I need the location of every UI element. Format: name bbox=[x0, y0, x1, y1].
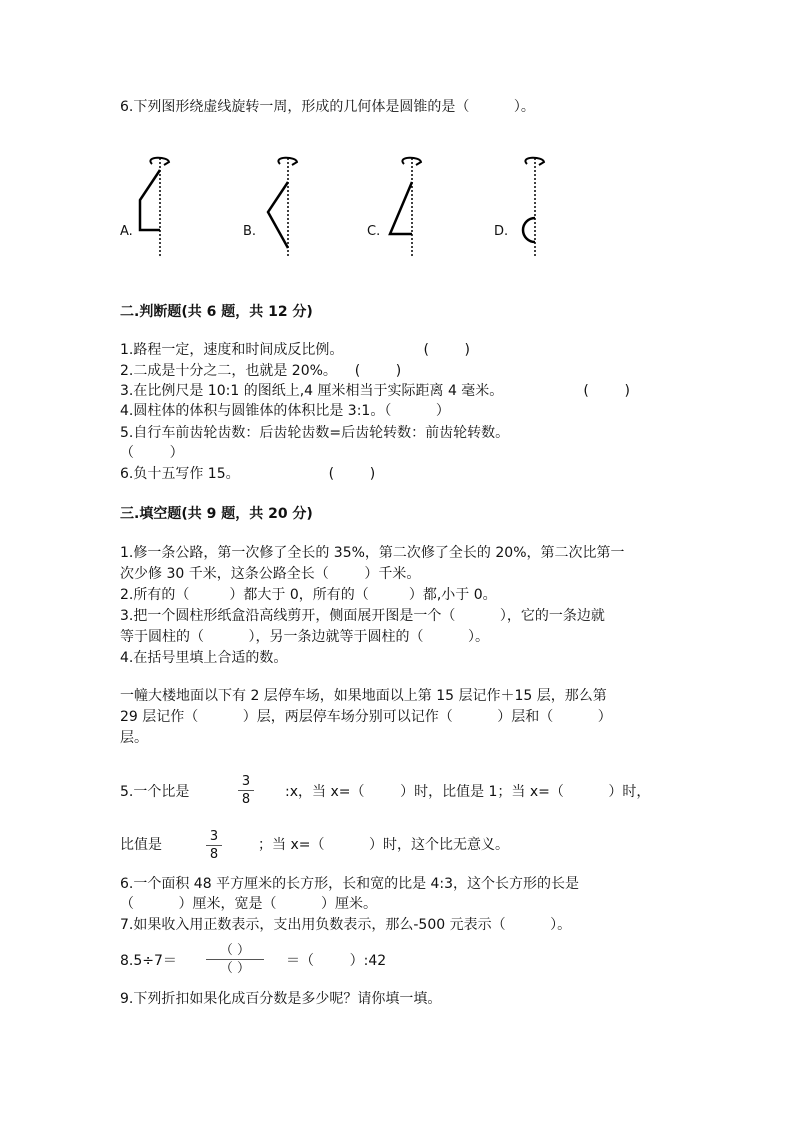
fraction-numerator: 3 bbox=[209, 829, 219, 844]
fill-q3-line1: 3.把一个圆柱形纸盒沿高线剪开，侧面展开图是一个（ ），它的一条边就 bbox=[120, 608, 605, 624]
fill-q5b-prefix: 比值是 bbox=[120, 837, 162, 853]
fraction-denominator: 8 bbox=[241, 792, 251, 807]
judge-item-6: 6.负十五写作 15。 ( ) bbox=[120, 466, 376, 482]
fill-q2: 2.所有的（ ）都大于 0，所有的（ ）都,小于 0。 bbox=[120, 587, 497, 603]
fill-q5-rest: :x，当 x=（ ）时，比值是 1；当 x=（ ）时， bbox=[285, 784, 651, 800]
option-b-label: B. bbox=[243, 224, 257, 239]
judge-item-4: 4.圆柱体的体积与圆锥体的体积比是 3:1。（ ） bbox=[120, 403, 450, 419]
question-6-choice: 6.下列图形绕虚线旋转一周，形成的几何体是圆锥的是（ ）。 bbox=[120, 99, 535, 115]
judge-item-5: 5.自行车前齿轮齿数：后齿轮齿数=后齿轮转数：前齿轮转数。 bbox=[120, 425, 510, 441]
fraction-bar bbox=[206, 959, 264, 960]
fill-q4: 4.在括号里填上合适的数。 bbox=[120, 650, 288, 666]
judge-item-2: 2.二成是十分之二，也就是 20%。 ( ) bbox=[120, 363, 402, 379]
fill-q9: 9.下列折扣如果化成百分数是多少呢？请你填一填。 bbox=[120, 991, 442, 1007]
judge-item-1: 1.路程一定，速度和时间成反比例。 ( ) bbox=[120, 342, 470, 358]
fill-q1-line1: 1.修一条公路，第一次修了全长的 35%，第二次修了全长的 20%，第二次比第一 bbox=[120, 545, 625, 561]
option-d-label: D. bbox=[494, 224, 509, 239]
fill-q4-body-line3: 层。 bbox=[120, 730, 148, 746]
judge-item-5-answer: （ ） bbox=[120, 445, 184, 461]
fill-q7: 7.如果收入用正数表示，支出用负数表示，那么-500 元表示（ ）。 bbox=[120, 917, 572, 933]
option-a-label: A. bbox=[120, 224, 133, 239]
fraction-numerator-blank: （ ） bbox=[219, 943, 251, 958]
fraction-three-eighths-2 bbox=[206, 829, 222, 862]
fill-q4-body-line2: 29 层记作（ ）层，两层停车场分别可以记作（ ）层和（ ） bbox=[120, 709, 612, 725]
fill-q6-line2: （ ）厘米，宽是（ ）厘米。 bbox=[120, 896, 378, 912]
fill-q6-line1: 6.一个面积 48 平方厘米的长方形，长和宽的比是 4:3，这个长方形的长是 bbox=[120, 876, 580, 892]
judge-item-3: 3.在比例尺是 10:1 的图纸上,4 厘米相当于实际距离 4 毫米。 ( ) bbox=[120, 383, 630, 399]
figure-a-trapezoid-icon bbox=[135, 150, 175, 260]
fraction-blank bbox=[206, 943, 264, 976]
fill-q8-prefix: 8.5÷7＝ bbox=[120, 953, 177, 969]
fraction-bar bbox=[238, 790, 254, 791]
fill-q1-line2: 次少修 30 千米，这条公路全长（ ）千米。 bbox=[120, 566, 421, 582]
figure-d-semicircle-icon bbox=[510, 150, 550, 260]
fraction-denominator: 8 bbox=[209, 847, 219, 862]
fill-q3-line2: 等于圆柱的（ ），另一条边就等于圆柱的（ ）。 bbox=[120, 629, 490, 645]
fill-q5b-rest: ；当 x=（ ）时，这个比无意义。 bbox=[258, 837, 509, 853]
section-3-heading: 三.填空题(共 9 题，共 20 分) bbox=[120, 506, 313, 522]
option-c-label: C. bbox=[367, 224, 381, 239]
figure-c-triangle-icon bbox=[387, 150, 427, 260]
fraction-numerator: 3 bbox=[241, 774, 251, 789]
fraction-three-eighths bbox=[238, 774, 254, 807]
fill-q4-body-line1: 一幢大楼地面以下有 2 层停车场，如果地面以上第 15 层记作＋15 层，那么第 bbox=[120, 688, 607, 704]
figure-b-wedge-icon bbox=[263, 150, 303, 260]
fraction-bar bbox=[206, 845, 222, 846]
fill-q5-prefix: 5.一个比是 bbox=[120, 784, 190, 800]
fraction-denominator-blank: （ ） bbox=[219, 961, 251, 976]
fill-q8-rest: ＝（ ）:42 bbox=[286, 953, 387, 969]
section-2-heading: 二.判断题(共 6 题，共 12 分) bbox=[120, 304, 313, 320]
